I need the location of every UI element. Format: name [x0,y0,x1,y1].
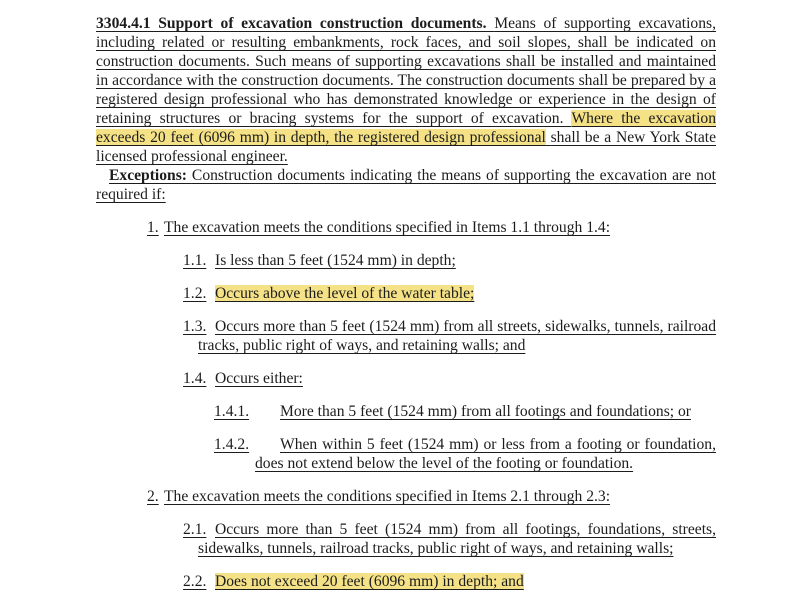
item-text: More than 5 feet (1524 mm) from all footings and foundations; or [280,403,691,420]
item-text: The excavation meets the conditions specified in Items 1.1 through 1.4: [164,219,611,236]
section-body-1: Means of supporting excavations, including related or resulting embankments, rock faces, and soil slopes, shall be indicated on construction documents. Such means of supporting excavations shall be installed and maintained in accordance with the construction documents. The construction documents shall be prepared by a registered design professional who has demonstrated knowledge or experience in the design of retaining structures or bracing systems for the support of excavation. [96,15,716,127]
item-text: Occurs above the level of the water table; [215,285,475,302]
list-item-1-4 [96,369,716,388]
item-number: 2. [147,488,159,505]
exception-items [96,218,716,591]
item-text: The excavation meets the conditions specified in Items 2.1 through 2.3: [164,488,611,505]
item-number: 1.1. [183,252,207,269]
list-item-1-2 [96,284,716,303]
item-text: Is less than 5 feet (1524 mm) in depth; [215,252,456,269]
item-number: 1.3. [183,318,207,335]
list-item-1-4-1 [96,402,716,421]
list-item-1-4-2 [96,435,716,473]
item-number: 1.2. [183,285,207,302]
section-heading: 3304.4.1 Support of excavation construction documents. [96,15,487,32]
section-body-2: shall be a New York State licensed professional engineer. [96,129,716,165]
list-item-1 [96,218,716,237]
item-number: 2.1. [183,521,207,538]
list-item-2 [96,487,716,506]
item-text: Occurs more than 5 feet (1524 mm) from all streets, sidewalks, tunnels, railroad tracks, public right of ways, and retaining walls; and [198,318,716,354]
list-item-2-1 [96,520,716,558]
item-text: Occurs either: [215,370,303,387]
list-item-1-1 [96,251,716,270]
item-text: When within 5 feet (1524 mm) or less from a footing or foundation, does not extend below the level of the footing or foundation. [255,436,716,472]
list-item-1-3 [96,317,716,355]
item-number: 1. [147,219,159,236]
exceptions-paragraph [96,166,716,204]
item-number: 2.2. [183,573,207,590]
section-paragraph [96,14,716,166]
item-number: 1.4.2. [214,436,250,453]
item-text: Does not exceed 20 feet (6096 mm) in depth; and [215,573,524,590]
highlighted-phrase-depth-requirement: Where the excavation exceeds 20 feet (6096 mm) in depth, the registered design professional [96,110,716,146]
item-number: 1.4. [183,370,207,387]
item-text: Occurs more than 5 feet (1524 mm) from all footings, foundations, streets, sidewalks, tunnels, railroad tracks, public right of ways, and retaining walls; [198,521,716,557]
list-item-2-2 [96,572,716,591]
exceptions-label: Exceptions: [109,167,187,184]
item-number: 1.4.1. [214,403,250,420]
exceptions-text: Construction documents indicating the means of supporting the excavation are not required if: [96,167,716,203]
